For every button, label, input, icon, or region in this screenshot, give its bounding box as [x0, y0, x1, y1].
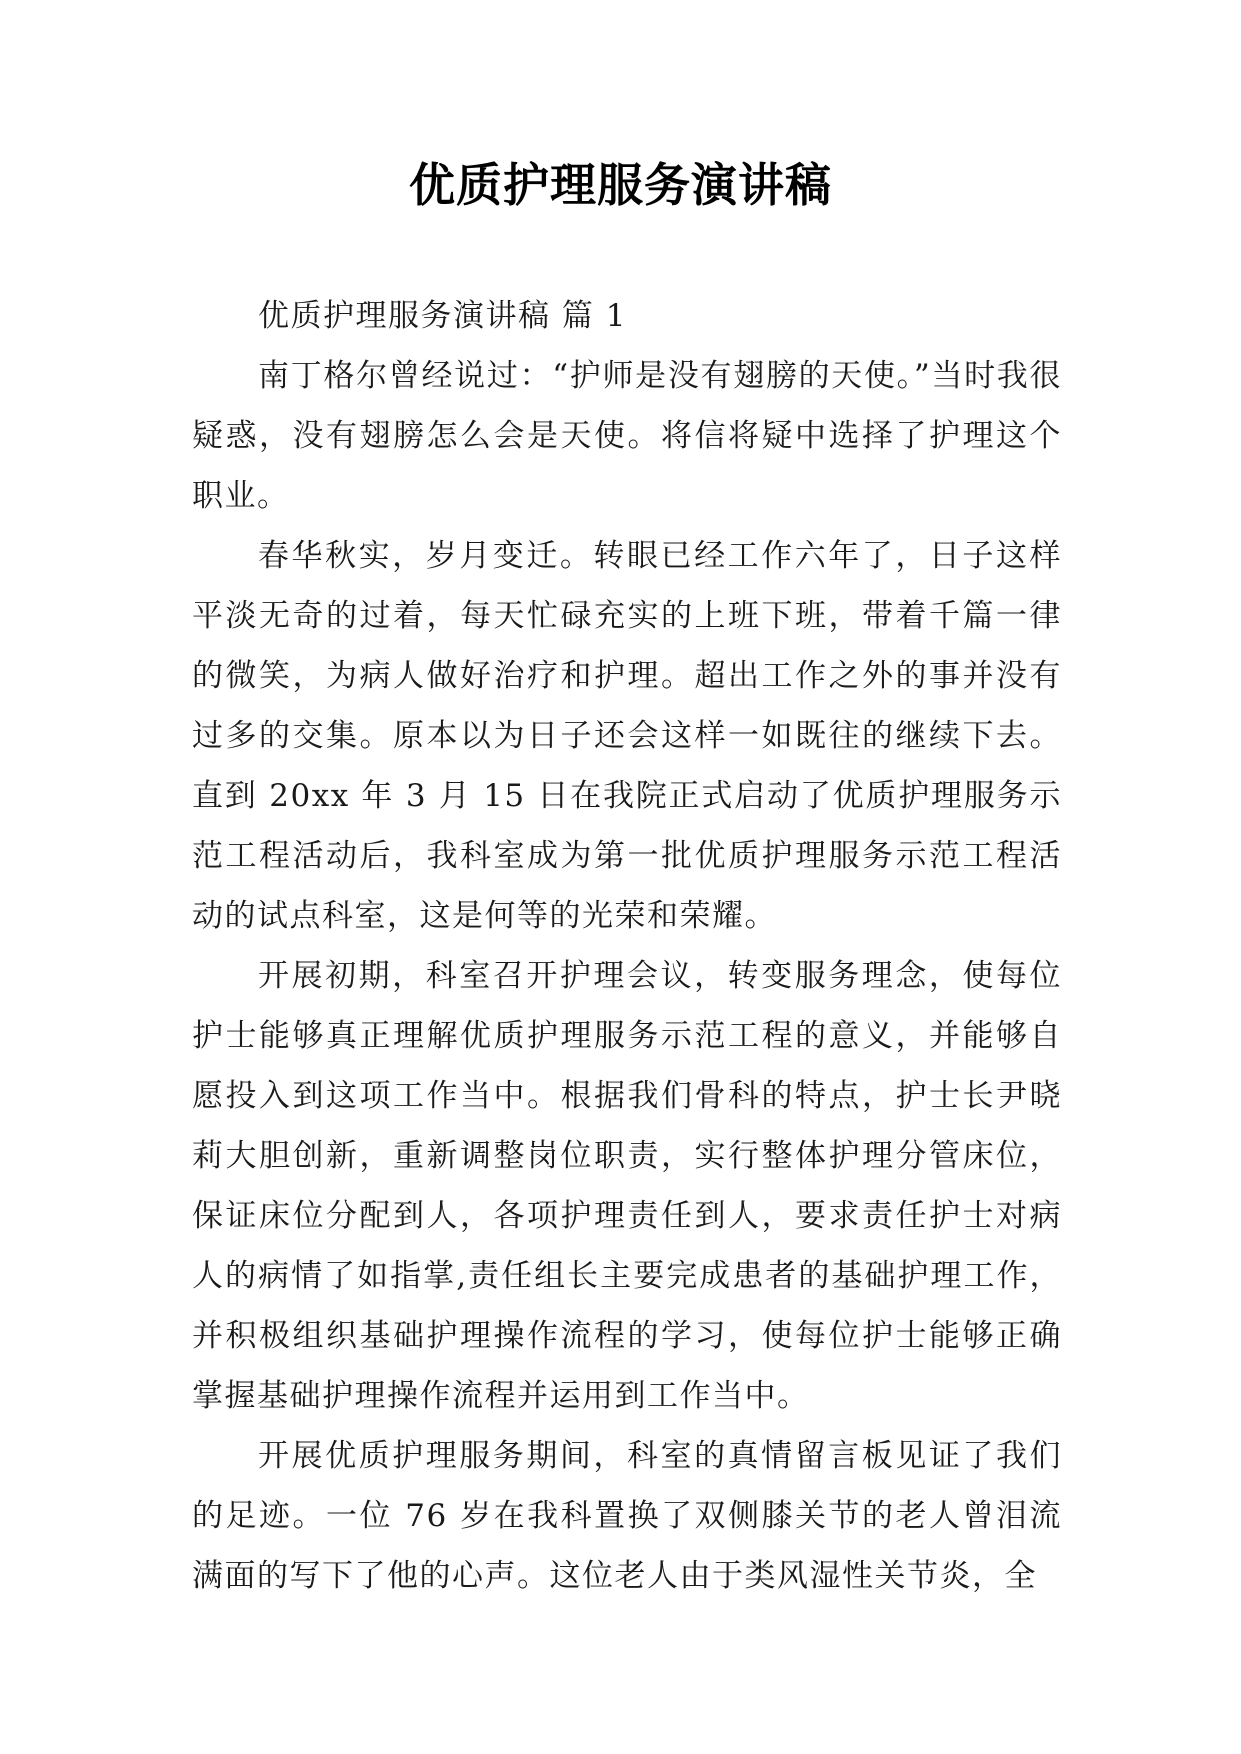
section-heading: 优质护理服务演讲稿 篇 1 — [258, 298, 627, 334]
document-title: 优质护理服务演讲稿 — [409, 158, 832, 212]
paragraph: 春华秋实，岁月变迁。转眼已经工作六年了，日子这样平淡无奇的过着，每天忙碌充实的上班下班，带着千篇一律的微笑，为病人做好治疗和护理。超出工作之外的事并没有过多的交集。原本以为日子还会这样一如既往的继续下去。直到 20xx 年 3 月 15 日在我院正式启动了优质护理服务示范工程活动后，我科室成为第一批优质护理服务示范工程活动的试点科室，这是何等的光荣和荣耀。 — [192, 538, 1062, 934]
paragraph: 南丁格尔曾经说过：“护师是没有翅膀的天使。”当时我很疑惑，没有翅膀怎么会是天使。将信将疑中选择了护理这个职业。 — [192, 358, 1062, 514]
paragraph: 开展初期，科室召开护理会议，转变服务理念，使每位护士能够真正理解优质护理服务示范工程的意义，并能够自愿投入到这项工作当中。根据我们骨科的特点，护士长尹晓莉大胆创新，重新调整岗位职责，实行整体护理分管床位，保证床位分配到人，各项护理责任到人，要求责任护士对病人的病情了如指掌,责任组长主要完成患者的基础护理工作，并积极组织基础护理操作流程的学习，使每位护士能够正确掌握基础护理操作流程并运用到工作当中。 — [192, 958, 1062, 1414]
paragraph: 开展优质护理服务期间，科室的真情留言板见证了我们的足迹。一位 76 岁在我科置换了双侧膝关节的老人曾泪流满面的写下了他的心声。这位老人由于类风湿性关节炎，全 — [192, 1438, 1062, 1594]
document-body — [192, 286, 1062, 1606]
